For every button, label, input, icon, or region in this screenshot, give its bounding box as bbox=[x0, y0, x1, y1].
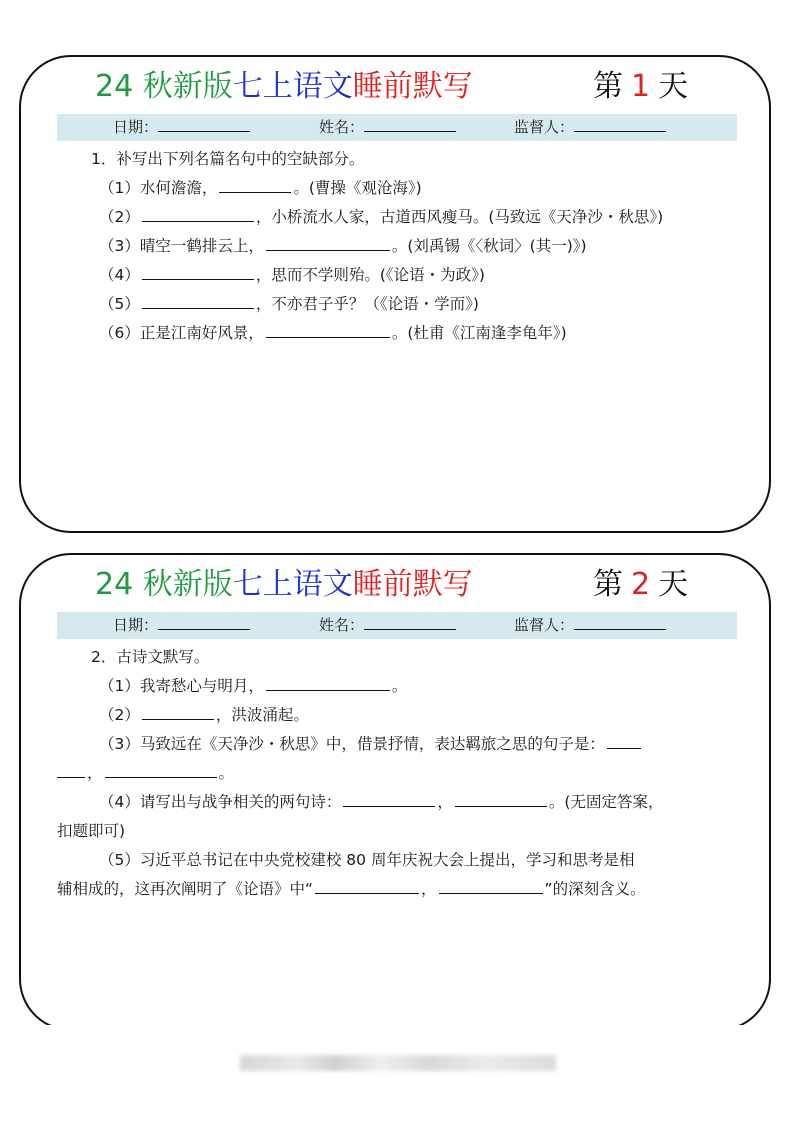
blurred-watermark bbox=[240, 1055, 556, 1071]
worksheet-card-day-2 bbox=[19, 553, 771, 1031]
answer-blank[interactable] bbox=[607, 730, 641, 749]
answer-blank[interactable] bbox=[266, 232, 390, 251]
date-field[interactable]: 日期： bbox=[113, 612, 250, 639]
answer-blank[interactable] bbox=[142, 261, 254, 280]
question-item: （5）习近平总书记在中央党校建校 80 周年庆祝大会上提出，学习和思考是相 bbox=[99, 851, 635, 869]
answer-blank[interactable] bbox=[455, 788, 547, 807]
answer-blank[interactable] bbox=[142, 701, 214, 720]
name-field[interactable]: 姓名： bbox=[319, 114, 456, 141]
question-item: （3）马致远在《天净沙・秋思》中，借景抒情，表达羁旅之思的句子是： bbox=[99, 730, 643, 759]
question-item: （1）水何澹澹， 。(曹操《观沧海》) bbox=[99, 174, 422, 203]
question-item: 辅相成的，这再次阐明了《论语》中“ ， ”的深刻含义。 bbox=[57, 875, 646, 904]
question-heading: 1．补写出下列名篇名句中的空缺部分。 bbox=[91, 150, 365, 168]
card-title: 24 秋新版七上语文睡前默写 bbox=[95, 69, 473, 104]
info-bar bbox=[57, 612, 737, 639]
answer-blank[interactable] bbox=[142, 290, 254, 309]
card-header bbox=[21, 67, 769, 107]
question-item: （4）请写出与战争相关的两句诗： ， 。(无固定答案， bbox=[99, 788, 663, 817]
day-label: 第 2 天 bbox=[593, 567, 689, 602]
question-item: （3）晴空一鹤排云上， 。(刘禹锡《〈秋词〉(其一)》) bbox=[99, 232, 587, 261]
answer-blank[interactable] bbox=[105, 759, 217, 778]
answer-blank[interactable] bbox=[219, 174, 291, 193]
answer-blank[interactable] bbox=[266, 672, 390, 691]
question-heading: 2．古诗文默写。 bbox=[91, 648, 210, 666]
question-item: 扣题即可) bbox=[57, 822, 126, 840]
supervisor-field[interactable]: 监督人： bbox=[514, 114, 666, 141]
answer-blank[interactable] bbox=[266, 319, 390, 338]
question-item: （6）正是江南好风景， 。(杜甫《江南逢李龟年》) bbox=[99, 319, 567, 348]
question-item: （5） ，不亦君子乎？（《论语・学而》) bbox=[99, 290, 479, 319]
worksheet-card-day-1 bbox=[19, 55, 771, 533]
info-bar bbox=[57, 114, 737, 141]
answer-blank[interactable] bbox=[439, 875, 543, 894]
answer-blank[interactable] bbox=[315, 875, 419, 894]
question-item: （1）我寄愁心与明月， 。 bbox=[99, 672, 407, 701]
answer-blank[interactable] bbox=[343, 788, 435, 807]
question-item: （2） ，洪波涌起。 bbox=[99, 701, 309, 730]
answer-blank[interactable] bbox=[57, 759, 85, 778]
card-title: 24 秋新版七上语文睡前默写 bbox=[95, 567, 473, 602]
question-item: （4） ，思而不学则殆。(《论语・为政》) bbox=[99, 261, 485, 290]
answer-blank[interactable] bbox=[142, 203, 254, 222]
card-header bbox=[21, 565, 769, 605]
question-item: ， 。 bbox=[57, 759, 234, 788]
supervisor-field[interactable]: 监督人： bbox=[514, 612, 666, 639]
day-label: 第 1 天 bbox=[593, 69, 689, 104]
name-field[interactable]: 姓名： bbox=[319, 612, 456, 639]
date-field[interactable]: 日期： bbox=[113, 114, 250, 141]
question-item: （2） ，小桥流水人家，古道西风瘦马。(马致远《天净沙・秋思》) bbox=[99, 203, 663, 232]
page-cut-edge bbox=[0, 1025, 793, 1033]
